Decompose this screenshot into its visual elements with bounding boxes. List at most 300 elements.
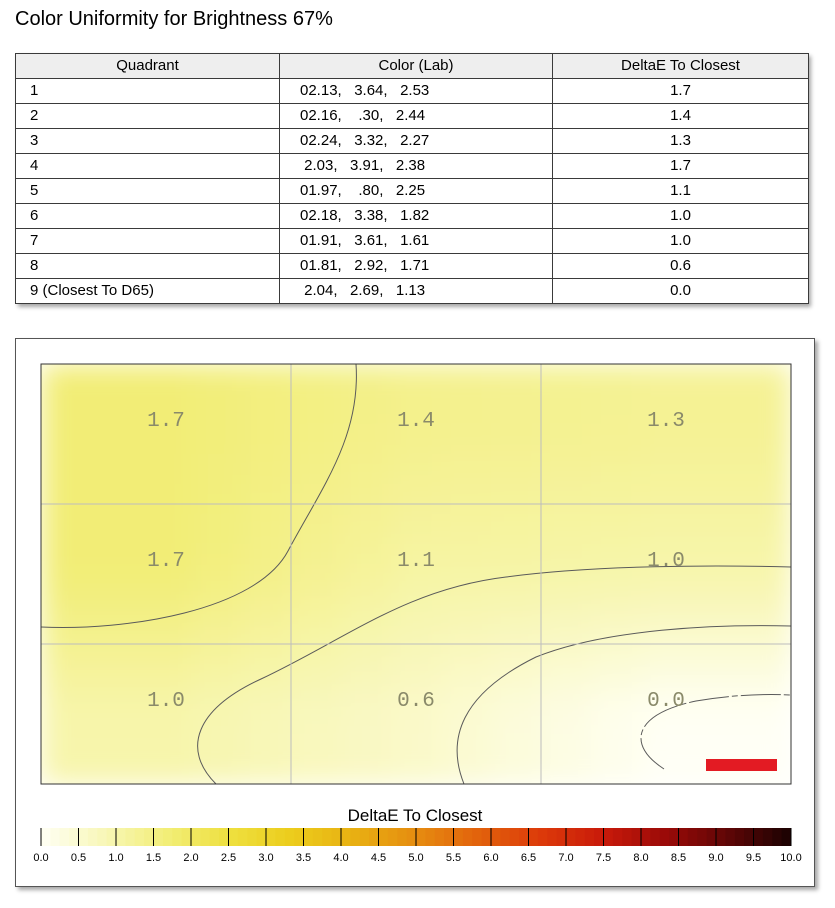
legend-swatch xyxy=(529,828,539,846)
heat-tile xyxy=(441,394,492,425)
legend-tick-label: 4.5 xyxy=(370,852,387,864)
heat-tile xyxy=(241,484,292,515)
legend-tick-label: 3.5 xyxy=(295,852,312,864)
heat-tile xyxy=(741,574,792,605)
heat-tile xyxy=(241,604,292,635)
legend-swatch xyxy=(379,828,389,846)
cell-quadrant: 6 xyxy=(16,204,280,229)
legend-swatch xyxy=(294,828,304,846)
heat-tile xyxy=(41,544,92,575)
legend-swatch xyxy=(200,828,210,846)
heat-tile xyxy=(41,514,92,545)
heat-tile xyxy=(141,604,192,635)
heat-tile xyxy=(441,724,492,755)
legend-swatch xyxy=(144,828,154,846)
legend-swatch xyxy=(679,828,689,846)
heat-tile xyxy=(441,694,492,725)
cell-lab: 02.24, 3.32, 2.27 xyxy=(280,129,553,154)
legend-swatch xyxy=(519,828,529,846)
heat-tile xyxy=(591,634,642,665)
heat-tile xyxy=(491,724,542,755)
legend-swatch xyxy=(454,828,464,846)
heat-tile xyxy=(591,724,642,755)
cell-quadrant: 7 xyxy=(16,229,280,254)
legend-swatch xyxy=(125,828,135,846)
quadrant-value-label: 1.0 xyxy=(147,690,185,713)
quadrant-value-label: 1.1 xyxy=(397,550,435,573)
heat-tile xyxy=(341,544,392,575)
heat-tile xyxy=(441,364,492,395)
heat-tile xyxy=(141,484,192,515)
heat-tile xyxy=(491,394,542,425)
heat-tile xyxy=(741,424,792,455)
legend-tick-label: 0.0 xyxy=(33,852,49,864)
quadrant-value-label: 1.7 xyxy=(147,550,185,573)
heat-tile xyxy=(491,364,542,395)
heat-tile xyxy=(291,694,342,725)
heat-tile xyxy=(391,364,442,395)
heat-tile xyxy=(491,754,542,785)
cell-deltae: 0.0 xyxy=(553,279,809,304)
cell-quadrant: 9 (Closest To D65) xyxy=(16,279,280,304)
legend-swatch xyxy=(585,828,595,846)
table-row xyxy=(16,129,809,154)
table-row xyxy=(16,279,809,304)
legend-swatch xyxy=(69,828,79,846)
legend-swatch xyxy=(275,828,285,846)
heat-tile xyxy=(191,754,242,785)
heat-tile xyxy=(491,484,542,515)
heat-tile xyxy=(641,484,692,515)
heat-tile xyxy=(41,604,92,635)
heat-tile xyxy=(641,364,692,395)
heat-tile xyxy=(341,694,392,725)
heat-tile xyxy=(391,724,442,755)
heat-tile xyxy=(641,634,692,665)
heat-tile xyxy=(91,454,142,485)
page-title: Color Uniformity for Brightness 67% xyxy=(15,8,333,30)
cell-deltae: 1.1 xyxy=(553,179,809,204)
quadrant-value-label: 0.0 xyxy=(647,690,685,713)
heat-tile xyxy=(641,724,692,755)
heat-tile xyxy=(591,574,642,605)
legend-swatch xyxy=(79,828,89,846)
heat-tile xyxy=(91,484,142,515)
heat-tile xyxy=(191,664,242,695)
heat-tile xyxy=(291,394,342,425)
table-row xyxy=(16,229,809,254)
cell-deltae: 1.0 xyxy=(553,229,809,254)
legend-swatch xyxy=(669,828,679,846)
heat-tile xyxy=(341,364,392,395)
quadrant-value-label: 1.4 xyxy=(397,410,435,433)
legend-swatch xyxy=(407,828,417,846)
quadrant-value-label: 0.6 xyxy=(397,690,435,713)
heat-tile xyxy=(691,664,742,695)
heat-tile xyxy=(691,484,742,515)
cell-lab: 01.97, .80, 2.25 xyxy=(280,179,553,204)
heat-tile xyxy=(441,544,492,575)
legend-tick-label: 1.5 xyxy=(145,852,162,864)
legend-swatch xyxy=(463,828,473,846)
heat-tile xyxy=(691,604,742,635)
heat-tile xyxy=(691,694,742,725)
heat-tile xyxy=(491,424,542,455)
legend-swatch xyxy=(116,828,126,846)
heat-tile xyxy=(441,634,492,665)
heat-tile xyxy=(191,694,242,725)
legend-tick-label: 2.5 xyxy=(220,852,237,864)
legend-tick-label: 5.0 xyxy=(408,852,424,864)
heat-tile xyxy=(641,454,692,485)
legend-tick-label: 5.5 xyxy=(445,852,462,864)
legend-swatch xyxy=(725,828,735,846)
heat-tile xyxy=(391,754,442,785)
heat-tile xyxy=(91,754,142,785)
legend-swatch xyxy=(763,828,773,846)
heat-tile xyxy=(591,424,642,455)
heat-tile xyxy=(41,754,92,785)
heat-tile xyxy=(691,454,742,485)
heat-tile xyxy=(691,514,742,545)
heat-tile xyxy=(591,754,642,785)
heat-tile xyxy=(741,484,792,515)
legend-swatch xyxy=(97,828,107,846)
heat-tile xyxy=(591,394,642,425)
legend-swatch xyxy=(604,828,614,846)
heat-tile xyxy=(491,544,542,575)
cell-deltae: 1.0 xyxy=(553,204,809,229)
cell-lab: 2.03, 3.91, 2.38 xyxy=(280,154,553,179)
legend-swatch xyxy=(322,828,332,846)
heat-tile xyxy=(291,664,342,695)
legend-tick-label: 7.5 xyxy=(595,852,612,864)
cell-quadrant: 8 xyxy=(16,254,280,279)
legend-swatch xyxy=(716,828,726,846)
heat-tile xyxy=(541,454,592,485)
legend-swatch xyxy=(50,828,60,846)
heat-tile xyxy=(491,634,542,665)
heat-tile xyxy=(341,394,392,425)
heat-tile xyxy=(741,724,792,755)
header-color-lab: Color (Lab) xyxy=(280,54,553,79)
legend-swatch xyxy=(632,828,642,846)
heat-tile xyxy=(741,544,792,575)
heat-tile xyxy=(541,634,592,665)
heat-tile xyxy=(341,574,392,605)
heat-tile xyxy=(291,454,342,485)
heat-tile xyxy=(41,724,92,755)
heat-tile xyxy=(641,514,692,545)
legend-tick-label: 7.0 xyxy=(558,852,574,864)
heat-tile xyxy=(291,724,342,755)
heat-tile xyxy=(441,754,492,785)
heat-tile xyxy=(691,424,742,455)
heat-tile xyxy=(541,604,592,635)
legend-tick-label: 8.5 xyxy=(670,852,687,864)
heat-tile xyxy=(91,694,142,725)
heat-tile xyxy=(691,634,742,665)
heat-tile xyxy=(441,604,492,635)
heat-tile xyxy=(591,694,642,725)
heat-tile xyxy=(241,754,292,785)
heat-tile xyxy=(491,574,542,605)
heat-tile xyxy=(541,364,592,395)
quadrant-value-label: 1.0 xyxy=(647,550,685,573)
heat-tile xyxy=(91,604,142,635)
heat-tile xyxy=(291,514,342,545)
header-deltae: DeltaE To Closest xyxy=(553,54,809,79)
heat-tile xyxy=(691,724,742,755)
heat-tile xyxy=(191,364,242,395)
heat-tile xyxy=(191,544,242,575)
heat-tile xyxy=(191,484,242,515)
legend-swatch xyxy=(332,828,342,846)
heat-tile xyxy=(241,694,292,725)
heat-tile xyxy=(191,454,242,485)
legend-swatch xyxy=(304,828,314,846)
heat-tile xyxy=(441,484,492,515)
heat-tile xyxy=(91,634,142,665)
heat-tile xyxy=(141,634,192,665)
cell-deltae: 1.4 xyxy=(553,104,809,129)
heat-tile xyxy=(291,604,342,635)
cell-quadrant: 3 xyxy=(16,129,280,154)
heat-tile xyxy=(41,394,92,425)
table-row xyxy=(16,154,809,179)
heat-tile xyxy=(141,724,192,755)
legend-swatch xyxy=(60,828,70,846)
heat-tile xyxy=(41,364,92,395)
heat-tile xyxy=(241,424,292,455)
legend-swatch xyxy=(210,828,220,846)
heat-tile xyxy=(341,754,392,785)
uniformity-table xyxy=(15,53,808,304)
heat-tile xyxy=(241,724,292,755)
legend-swatch xyxy=(735,828,745,846)
heat-tile xyxy=(591,454,642,485)
heat-tile xyxy=(291,484,342,515)
heat-tile xyxy=(541,394,592,425)
legend-swatch xyxy=(772,828,782,846)
heat-tile xyxy=(491,604,542,635)
cell-quadrant: 1 xyxy=(16,79,280,104)
legend-title: DeltaE To Closest xyxy=(347,806,483,825)
heat-tile xyxy=(241,664,292,695)
heat-tile xyxy=(341,484,392,515)
heat-tile xyxy=(391,454,442,485)
table-row xyxy=(16,79,809,104)
legend-swatch xyxy=(350,828,360,846)
legend-swatch xyxy=(88,828,98,846)
legend-swatch xyxy=(107,828,117,846)
legend-swatch xyxy=(575,828,585,846)
table-header-row xyxy=(16,54,809,79)
quadrant-value-label: 1.7 xyxy=(147,410,185,433)
legend-swatch xyxy=(754,828,764,846)
legend-swatch xyxy=(444,828,454,846)
heat-tile xyxy=(341,664,392,695)
heat-tile xyxy=(341,454,392,485)
heat-tile xyxy=(291,574,342,605)
heat-tile xyxy=(41,634,92,665)
cell-deltae: 1.3 xyxy=(553,129,809,154)
heat-tile xyxy=(91,394,142,425)
cell-quadrant: 5 xyxy=(16,179,280,204)
heat-tile xyxy=(741,364,792,395)
legend-swatch xyxy=(472,828,482,846)
heat-tile xyxy=(341,604,392,635)
heat-tile xyxy=(591,364,642,395)
heat-tile xyxy=(541,484,592,515)
legend-swatch xyxy=(566,828,576,846)
heat-tile xyxy=(41,424,92,455)
heat-tile xyxy=(291,544,342,575)
legend-swatch xyxy=(697,828,707,846)
heat-tile xyxy=(541,424,592,455)
legend-swatch xyxy=(360,828,370,846)
heat-tile xyxy=(91,544,142,575)
heat-tile xyxy=(741,694,792,725)
legend-swatch xyxy=(313,828,323,846)
legend-swatch xyxy=(510,828,520,846)
heat-tile xyxy=(191,634,242,665)
heat-tile xyxy=(91,574,142,605)
heat-tile xyxy=(241,634,292,665)
legend-swatch xyxy=(688,828,698,846)
heat-tile xyxy=(391,484,442,515)
legend-swatch xyxy=(557,828,567,846)
cell-deltae: 1.7 xyxy=(553,154,809,179)
legend-swatch xyxy=(613,828,623,846)
legend-swatch xyxy=(641,828,651,846)
legend-swatch xyxy=(388,828,398,846)
heat-tile xyxy=(41,454,92,485)
legend-swatch xyxy=(650,828,660,846)
cell-lab: 02.16, .30, 2.44 xyxy=(280,104,553,129)
legend-swatch xyxy=(41,828,51,846)
heat-tile xyxy=(691,364,742,395)
heat-tile xyxy=(491,454,542,485)
heat-tile xyxy=(91,664,142,695)
heat-tile xyxy=(241,364,292,395)
heat-tile xyxy=(241,574,292,605)
heat-tile xyxy=(691,544,742,575)
legend-swatch xyxy=(341,828,351,846)
heat-tile xyxy=(441,514,492,545)
heat-tile xyxy=(741,664,792,695)
legend-tick-label: 4.0 xyxy=(333,852,349,864)
heat-tile xyxy=(291,754,342,785)
legend-swatch xyxy=(219,828,229,846)
heat-tile xyxy=(491,694,542,725)
heat-tile xyxy=(291,364,342,395)
legend-swatch xyxy=(416,828,426,846)
legend-swatch xyxy=(622,828,632,846)
heat-tile xyxy=(391,634,442,665)
cell-deltae: 1.7 xyxy=(553,79,809,104)
heat-tile xyxy=(341,634,392,665)
legend-tick-label: 2.0 xyxy=(183,852,199,864)
heat-tile xyxy=(591,664,642,695)
legend-swatch xyxy=(500,828,510,846)
heat-tile xyxy=(541,514,592,545)
cell-quadrant: 4 xyxy=(16,154,280,179)
heat-tile xyxy=(691,394,742,425)
heat-tile xyxy=(141,364,192,395)
legend-swatch xyxy=(285,828,295,846)
heat-tile xyxy=(691,574,742,605)
uniformity-chart xyxy=(15,338,815,887)
heat-tile xyxy=(641,574,692,605)
legend-tick-label: 9.5 xyxy=(745,852,762,864)
heat-tile xyxy=(591,484,642,515)
heat-tile xyxy=(441,454,492,485)
legend-swatch xyxy=(154,828,164,846)
legend-swatch xyxy=(369,828,379,846)
heat-tile xyxy=(491,514,542,545)
legend-tick-label: 8.0 xyxy=(633,852,649,864)
legend-tick-label: 6.0 xyxy=(483,852,499,864)
heat-tile xyxy=(741,394,792,425)
legend-tick-label: 6.5 xyxy=(520,852,537,864)
heat-tile xyxy=(341,724,392,755)
heat-tile xyxy=(91,364,142,395)
legend-swatch xyxy=(172,828,182,846)
table-row xyxy=(16,179,809,204)
closest-to-d65-marker xyxy=(706,759,777,771)
heat-tile xyxy=(591,514,642,545)
legend-swatch xyxy=(163,828,173,846)
heat-tile xyxy=(541,724,592,755)
heat-tile xyxy=(191,574,242,605)
heat-tile xyxy=(541,664,592,695)
legend-swatch xyxy=(491,828,501,846)
heat-tile xyxy=(41,694,92,725)
heat-tile xyxy=(741,634,792,665)
legend-swatch xyxy=(247,828,257,846)
legend-swatch xyxy=(266,828,276,846)
table-row xyxy=(16,104,809,129)
heat-tile xyxy=(141,754,192,785)
legend-tick-label: 10.0 xyxy=(780,852,802,864)
legend-tick-label: 1.0 xyxy=(108,852,124,864)
heat-tile xyxy=(91,514,142,545)
legend-tick-label: 3.0 xyxy=(258,852,274,864)
legend-swatch xyxy=(782,828,792,846)
legend-swatch xyxy=(435,828,445,846)
quadrant-value-label: 1.3 xyxy=(647,410,685,433)
heat-tile xyxy=(541,694,592,725)
heat-tile xyxy=(91,724,142,755)
cell-lab: 02.18, 3.38, 1.82 xyxy=(280,204,553,229)
heat-tile xyxy=(241,394,292,425)
heat-tile xyxy=(241,454,292,485)
legend-swatch xyxy=(229,828,239,846)
heat-tile xyxy=(341,514,392,545)
heat-tile xyxy=(191,394,242,425)
heat-tile xyxy=(91,424,142,455)
heat-tile xyxy=(41,574,92,605)
heat-tile xyxy=(391,514,442,545)
color-legend xyxy=(33,828,801,864)
legend-tick-label: 9.0 xyxy=(708,852,724,864)
heat-tile xyxy=(191,424,242,455)
legend-swatch xyxy=(707,828,717,846)
header-quadrant: Quadrant xyxy=(16,54,280,79)
heat-tile xyxy=(641,754,692,785)
heat-tile xyxy=(241,544,292,575)
